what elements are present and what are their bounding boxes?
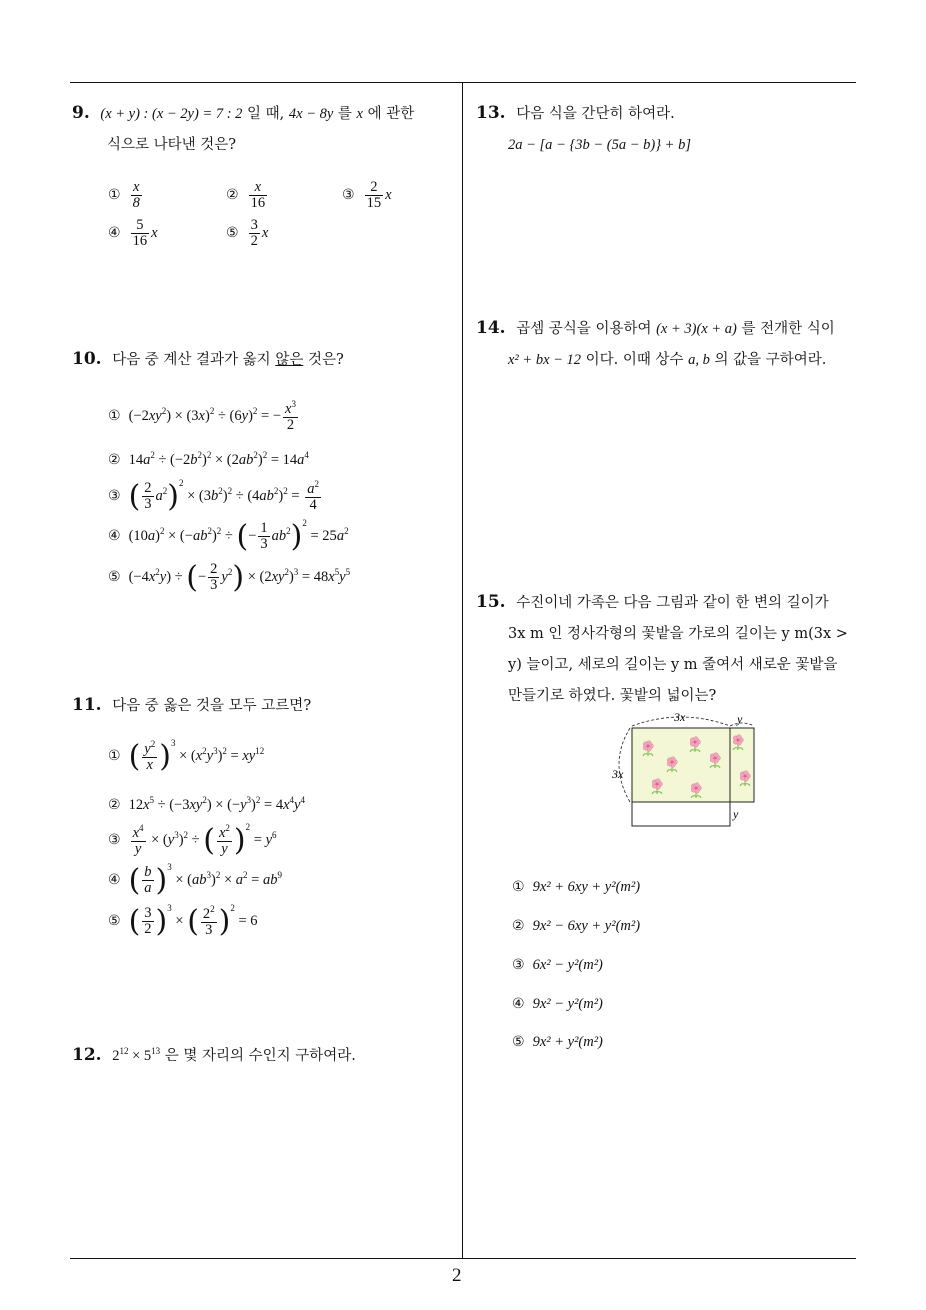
option-1[interactable]: ① 9x² + 6xy + y²(m²) bbox=[512, 879, 641, 895]
question-number: 13. bbox=[476, 103, 506, 123]
expression: 2a − [a − {3b − (5a − b)} + b] bbox=[508, 137, 691, 153]
option-3[interactable]: ③ 6x² − y²(m²) bbox=[512, 957, 603, 973]
option-3[interactable]: ③ $\frac{2}{15}$ x bbox=[342, 179, 392, 212]
question-9 bbox=[72, 98, 457, 161]
top-rule bbox=[70, 82, 856, 83]
option-2[interactable]: ② $\frac{x}{16}$ bbox=[226, 179, 266, 212]
option-4[interactable]: ④ 9x² − y²(m²) bbox=[512, 996, 603, 1012]
question-text: 일 때, bbox=[247, 106, 285, 122]
page-number: 2 bbox=[452, 1265, 462, 1286]
ratio-expression: (x + y) : (x − 2y) = 7 : 2 bbox=[100, 106, 243, 122]
question-12: 12. $2^{12} \times 5^{13}$ 은 몇 자리의 수인지 구하여라. bbox=[72, 1044, 356, 1065]
question-15: 15. 수진이네 가족은 다음 그림과 같이 한 변의 길이가 3x m 인 정사각형의 꽃밭을 가로의 길이는 y m(3x > y) 늘이고, 세로의 길이는 y m 줄여서 새로운 꽃밭을 만들기로 하였다. 꽃밭의 넓이는? bbox=[476, 592, 848, 704]
option-3[interactable]: ③ $\frac{x^4}{y}$ × $(y^3)^2$ ÷ ( $\frac{x^2}{y}$ )$^2 = y^6$ bbox=[108, 822, 277, 859]
option-5[interactable]: ⑤ ( $\frac{3}{2}$ )$^3$ × ( $\frac{2^2}{3}$ )$^2$ = 6 bbox=[108, 903, 258, 940]
question-number: 14. bbox=[476, 318, 506, 338]
question-number: 15. bbox=[476, 592, 506, 612]
option-5[interactable]: ⑤ $\frac{3}{2}$ x bbox=[226, 217, 269, 250]
option-2[interactable]: ② $14a^2 \div (-2b^2)^2 \times (2ab^2)^2 = 14a^4$ bbox=[108, 450, 309, 468]
target-expression: 4x − 8y bbox=[288, 106, 334, 122]
option-1[interactable]: ① $(-2xy^2) \times (3x)^2 \div (6y)^2$ = − $\frac{x^3}{2}$ bbox=[108, 399, 296, 434]
option-3[interactable]: ③ ( $\frac{2}{3}$ $a^2)^2 \times (3b^2)^2 \div (4ab^2)^2$ = $\frac{a^2}{4}$ bbox=[108, 478, 319, 515]
option-2[interactable]: ② $12x^5 \div (-3xy^2) \times (-y^3)^2 = 4x^4y^4$ bbox=[108, 795, 305, 813]
bottom-rule bbox=[70, 1258, 856, 1259]
question-number: 10. bbox=[72, 349, 102, 369]
question-number: 12. bbox=[72, 1044, 102, 1065]
option-2[interactable]: ② 9x² − 6xy + y²(m²) bbox=[512, 918, 641, 934]
question-11: 11. 다음 중 옳은 것을 모두 고르면? bbox=[72, 695, 312, 715]
question-text: 를 bbox=[337, 106, 352, 122]
column-divider bbox=[462, 82, 463, 1259]
option-5[interactable]: ⑤ $(-4x^2y)$ ÷ (− $\frac{2}{3}$ $y^2) \times (2xy^2)^3 = 48x^5y^5$ bbox=[108, 560, 351, 595]
option-4[interactable]: ④ $(10a)^2 \times (-ab^2)^2$ ÷ (− $\frac{1}{3}$ $ab^2)^2 = 25a^2$ bbox=[108, 518, 349, 555]
question-13: 13. 다음 식을 간단히 하여라. 2a − [a − {3b − (5a − b)} + b] bbox=[476, 103, 691, 153]
question-14: 14. 곱셈 공식을 이용하여 (x + 3)(x + a) 를 전개한 식이 x² + bx − 12 이다. 이때 상수 a, b 의 값을 구하여라. bbox=[476, 318, 835, 368]
option-1[interactable]: ① $\frac{x}{8}$ bbox=[108, 179, 140, 212]
question-text: 에 관한 bbox=[367, 106, 415, 122]
label-top: 3x bbox=[674, 710, 686, 724]
option-4[interactable]: ④ $\frac{5}{16}$ x bbox=[108, 217, 158, 250]
garden-figure bbox=[600, 706, 770, 836]
label-right-top: y bbox=[737, 712, 743, 726]
label-bottom: y bbox=[733, 807, 739, 821]
question-number: 9. bbox=[72, 103, 90, 123]
label-left: 3x bbox=[612, 767, 624, 781]
question-number: 11. bbox=[72, 695, 102, 715]
underlined-word: 않은 bbox=[275, 352, 304, 368]
variable: x bbox=[356, 106, 363, 122]
left-brace bbox=[619, 728, 630, 802]
garden-removed bbox=[632, 802, 730, 826]
option-5[interactable]: ⑤ 9x² + y²(m²) bbox=[512, 1034, 603, 1050]
option-4[interactable]: ④ ( $\frac{b}{a}$ )$^3 \times (ab^3)^2 \times a^2 = ab^9$ bbox=[108, 862, 282, 899]
option-1[interactable]: ① ( $\frac{y^2}{x}$ )$^3 \times (x^2y^3)^2 = xy^{12}$ bbox=[108, 738, 265, 775]
question-text: 식으로 나타낸 것은? bbox=[107, 137, 237, 153]
question-10: 10. 다음 중 계산 결과가 옳지 않은 것은? bbox=[72, 349, 344, 369]
